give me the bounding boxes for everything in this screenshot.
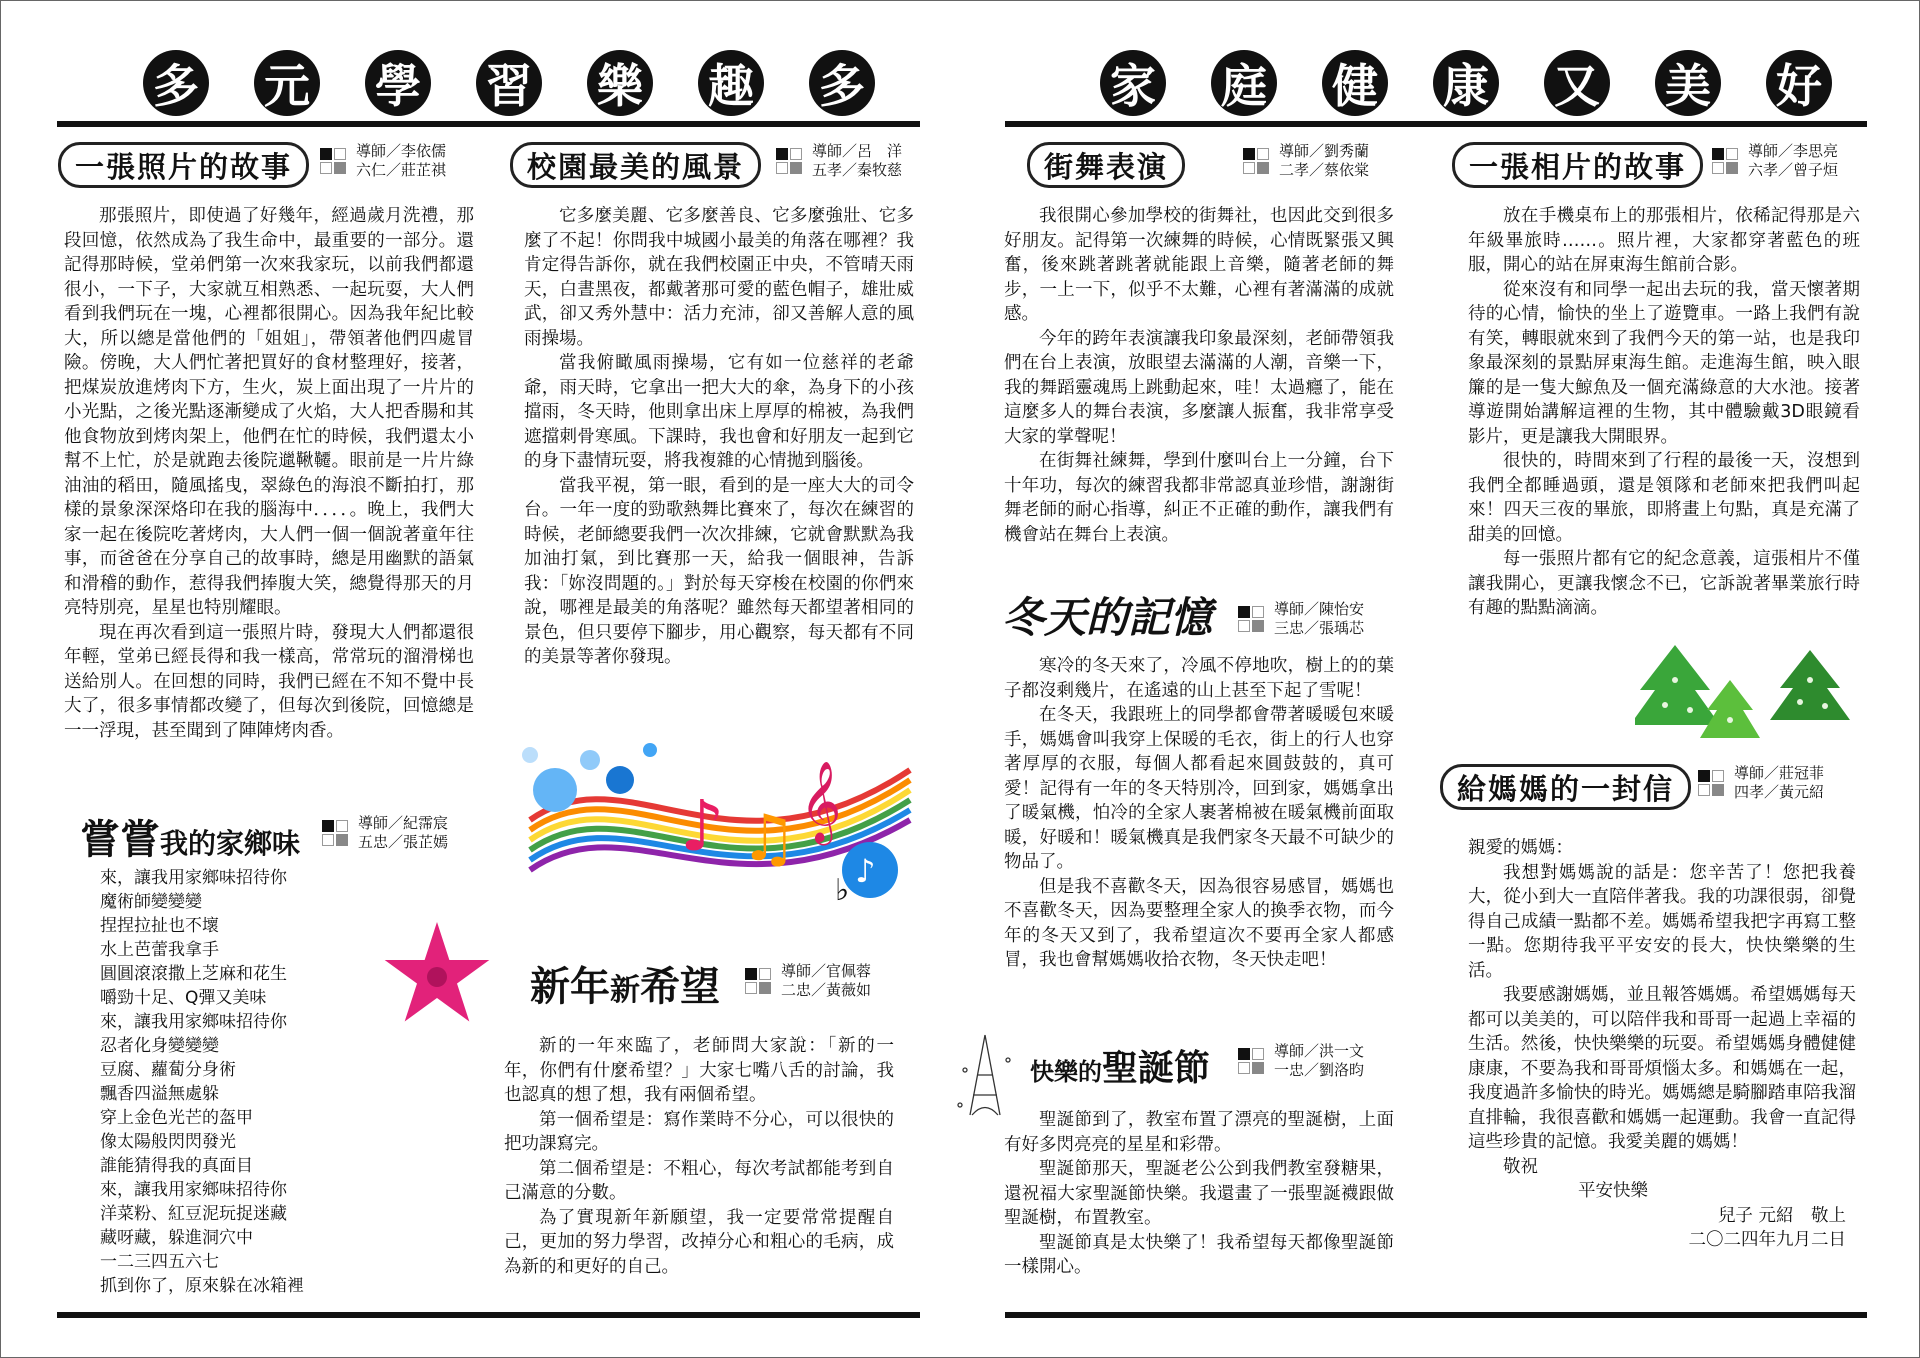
banner-char: 健 <box>1322 50 1388 116</box>
right-banner <box>1100 50 1832 116</box>
teacher-credit: 導師／紀霈宸 <box>358 814 449 832</box>
banner-char: 康 <box>1433 50 1499 116</box>
paragraph: 當我平視，第一眼，看到的是一座大大的司令台。一年一度的勁歌熱舞比賽來了，每次在練習的時候，老師總要我們一次次排練，它就會默默為我加油打氣，到比賽那一天，給我一個眼神，告訴我：「妳沒問題的。」對於每天穿梭在校園的你們來說，哪裡是最美的角落呢？雖然每天都望著相同的景色，但只要停下腳步，用心觀察，每天都有不同的美景等著你發現。 <box>524 475 914 667</box>
poem-line: 捏捏拉扯也不壞 <box>100 916 219 936</box>
letter-blessing: 平安快樂 <box>1578 1181 1648 1201</box>
student-credit: 六孝／曾子烜 <box>1748 161 1839 179</box>
paragraph: 聖誕節那天，聖誕老公公到我們教室發糖果，還祝福大家聖誕節快樂。我還畫了一張聖誕襪跟做聖誕樹，布置教室。 <box>1004 1159 1394 1228</box>
paragraph: 聖誕節真是太快樂了！我希望每天都像聖誕節一樣開心。 <box>1004 1232 1394 1277</box>
campus-body <box>524 204 914 670</box>
banner-char: 好 <box>1766 50 1832 116</box>
winter-body <box>1004 654 1394 973</box>
student-credit: 六仁／莊芷祺 <box>356 161 447 179</box>
grid-icon <box>776 148 802 174</box>
banner-char: 樂 <box>587 50 653 116</box>
christmas-trees-illustration <box>1635 640 1865 750</box>
photo-story-body <box>64 204 474 743</box>
campus-title: 校園最美的風景 <box>510 142 761 188</box>
poem-line: 穿上金色光芒的盔甲 <box>100 1108 253 1128</box>
paragraph: 當我俯瞰風雨操場，它有如一位慈祥的老爺爺，雨天時，它拿出一把大大的傘，為身下的小孩擋雨，冬天時，他則拿出床上厚厚的棉被，為我們遮擋刺骨寒風。下課時，我也會和好朋友一起到它的身下盡情玩耍，將我複雜的心情拋到腦後。 <box>524 353 914 471</box>
paragraph: 我想對媽媽說的話是：您辛苦了！您把我養大，從小到大一直陪伴著我。我的功課很弱，卻覺得自己成績一點都不差。媽媽希望我把字再寫工整一點。您期待我平平安安的長大，快快樂樂的生活。 <box>1468 862 1856 981</box>
paragraph: 放在手機桌布上的那張相片，依稀記得那是六年級畢旅時……。照片裡，大家都穿著藍色的班服，開心的站在屏東海生館前合影。 <box>1468 206 1860 275</box>
poem-line: 嚼勁十足、Q彈又美味 <box>100 988 267 1008</box>
letter-byline <box>1698 764 1824 802</box>
christmas-title-a: 快樂的 <box>1030 1057 1102 1086</box>
poem-line: 豆腐、蘿蔔分身術 <box>100 1060 236 1080</box>
grid-icon <box>745 968 771 994</box>
student-credit: 三忠／張瑀芯 <box>1274 619 1365 637</box>
letter-salutation: 親愛的媽媽： <box>1468 838 1573 858</box>
paragraph: 它多麼美麗、它多麼善良、它多麼強壯、它多麼了不起！你問我中城國小最美的角落在哪裡？我肯定得告訴你，就在我們校園正中央，不管晴天雨天，白晝黑夜，都戴著那可愛的藍色帽子，雄壯威武，卻又秀外慧中：活力充沛，卻又善解人意的風雨操場。 <box>524 206 914 349</box>
poem-line: 來，讓我用家鄉味招待你 <box>100 868 287 888</box>
christmas-body <box>1004 1108 1394 1280</box>
dance-title: 街舞表演 <box>1027 142 1185 188</box>
banner-char: 學 <box>365 50 431 116</box>
christmas-title-b: 聖誕節 <box>1102 1047 1211 1089</box>
christmas-title <box>1030 1040 1210 1091</box>
grid-icon <box>1712 148 1738 174</box>
dance-body <box>1004 204 1394 547</box>
poem-line: 來，讓我用家鄉味招待你 <box>100 1180 287 1200</box>
banner-char: 多 <box>809 50 875 116</box>
photo-story-byline <box>320 142 446 180</box>
photo-story2-title: 一張相片的故事 <box>1452 142 1703 188</box>
hometown-byline <box>322 814 448 852</box>
newyear-byline <box>745 962 871 1000</box>
left-top-rule <box>57 121 920 127</box>
dance-byline <box>1243 142 1369 180</box>
eiffel-tower-sketch <box>950 1030 1020 1120</box>
newyear-title <box>530 955 720 1012</box>
letter-date: 二〇二四年九月二日 <box>1688 1230 1846 1250</box>
newyear-title-big2: 希望 <box>640 963 720 1010</box>
banner-char: 又 <box>1544 50 1610 116</box>
poem-line: 忍者化身變變變 <box>100 1036 219 1056</box>
teacher-credit: 導師／李依儒 <box>356 142 447 160</box>
student-credit: 五孝／秦牧慈 <box>812 161 903 179</box>
grid-icon <box>1238 1048 1264 1074</box>
photo-story-title: 一張照片的故事 <box>58 142 309 188</box>
paragraph: 但是我不喜歡冬天，因為很容易感冒，媽媽也不喜歡冬天，因為要整理全家人的換季衣物，而今年的冬天又到了，我希望這次不要再全家人都感冒，我也會幫媽媽收拾衣物，冬天快走吧！ <box>1004 876 1394 970</box>
christmas-byline <box>1238 1042 1364 1080</box>
pink-flower-illustration <box>378 918 496 1036</box>
paragraph: 在街舞社練舞，學到什麼叫台上一分鐘，台下十年功，每次的練習我都非常認真並珍惜，謝謝街舞老師的耐心指導，糾正不正確的動作，讓我們有機會站在舞台上表演。 <box>1004 451 1394 545</box>
grid-icon <box>1698 770 1724 796</box>
newyear-title-big1: 新年 <box>530 963 610 1010</box>
grid-icon <box>1238 606 1264 632</box>
paragraph: 每一張照片都有它的紀念意義，這張相片不僅讓我開心，更讓我懷念不已，它訴說著畢業旅行時有趣的點點滴滴。 <box>1468 549 1860 618</box>
banner-char: 習 <box>476 50 542 116</box>
student-credit: 四孝／黃元紹 <box>1734 783 1825 801</box>
student-credit: 一忠／劉洛昀 <box>1274 1061 1365 1079</box>
banner-char: 家 <box>1100 50 1166 116</box>
photo-story2-byline <box>1712 142 1838 180</box>
paragraph: 第二個希望是：不粗心，每次考試都能考到自己滿意的分數。 <box>504 1158 894 1203</box>
banner-char: 美 <box>1655 50 1721 116</box>
svg-text:♫: ♫ <box>740 802 798 876</box>
right-top-rule <box>1005 121 1867 127</box>
paragraph: 現在再次看到這一張照片時，發現大人們都還很年輕，堂弟已經長得和我一樣高，常常玩的溜滑梯也送給別人。在回想的同時，我們已經在不知不覺中長大了，很多事情都改變了，但每次到後院，回憶總是一一浮現，甚至聞到了陣陣烤肉香。 <box>64 622 474 741</box>
teacher-credit: 導師／官佩蓉 <box>781 962 872 980</box>
teacher-credit: 導師／呂 洋 <box>812 142 903 160</box>
paragraph: 我很開心參加學校的街舞社，也因此交到很多好朋友。記得第一次練舞的時候，心情既緊張又興奮，後來跳著跳著就能跟上音樂，隨著老師的舞步，一上一下，似乎不太難，心裡有著滿滿的成就感。 <box>1004 206 1394 324</box>
poem-line: 來，讓我用家鄉味招待你 <box>100 1012 287 1032</box>
banner-char: 趣 <box>698 50 764 116</box>
grid-icon <box>320 148 346 174</box>
music-notes-illustration <box>510 730 920 905</box>
poem-line: 誰能猜得我的真面目 <box>100 1156 253 1176</box>
teacher-credit: 導師／莊冠菲 <box>1734 764 1825 782</box>
poem-line: 洋菜粉、紅豆泥玩捉迷藏 <box>100 1204 287 1224</box>
poem-line: 抓到你了，原來躲在冰箱裡 <box>100 1276 304 1296</box>
teacher-credit: 導師／李思亮 <box>1748 142 1839 160</box>
grid-icon <box>1243 148 1269 174</box>
svg-text:♭: ♭ <box>835 873 850 905</box>
student-credit: 五忠／張芷嫣 <box>358 833 449 851</box>
grid-icon <box>322 820 348 846</box>
teacher-credit: 導師／陳怡安 <box>1274 600 1365 618</box>
poem-line: 飄香四溢無處躲 <box>100 1084 219 1104</box>
hometown-title-small: 我的家鄉味 <box>160 827 301 860</box>
student-credit: 二孝／蔡依棠 <box>1279 161 1370 179</box>
campus-byline <box>776 142 902 180</box>
teacher-credit: 導師／洪一文 <box>1274 1042 1365 1060</box>
paragraph: 聖誕節到了，教室布置了漂亮的聖誕樹，上面有好多閃亮亮的星星和彩帶。 <box>1004 1110 1394 1155</box>
paragraph: 第一個希望是：寫作業時不分心，可以很快的把功課寫完。 <box>504 1109 894 1154</box>
hometown-title <box>80 808 300 865</box>
left-bottom-rule <box>57 1312 920 1318</box>
left-banner <box>143 50 920 116</box>
letter-signature: 兒子 元紹 敬上 <box>1717 1205 1846 1226</box>
svg-text:𝄞: 𝄞 <box>800 760 842 842</box>
right-bottom-rule <box>1005 1312 1867 1318</box>
student-credit: 二忠／黃薇如 <box>781 981 872 999</box>
poem-line: 魔術師變變變 <box>100 892 202 912</box>
poem-line: 一二三四五六七 <box>100 1252 219 1272</box>
banner-char: 元 <box>254 50 320 116</box>
poem-line: 藏呀藏，躲進洞穴中 <box>100 1228 253 1248</box>
winter-title: 冬天的記憶 <box>1002 593 1213 642</box>
svg-text:♪: ♪ <box>680 785 725 867</box>
paragraph: 我要感謝媽媽，並且報答媽媽。希望媽媽每天都可以美美的，可以陪伴我和哥哥一起過上幸福的生活。然後，快快樂樂的玩耍。希望媽媽身體健健康康，不要為我和哥哥煩惱太多。和媽媽在一起，我度過許多愉快的時光。媽媽總是騎腳踏車陪我溜直排輪，我很喜歡和媽媽一起運動。我會一直記得這些珍貴的記憶。我愛美麗的媽媽！ <box>1468 985 1856 1152</box>
paragraph: 很快的，時間來到了行程的最後一天，沒想到我們全都睡過頭，還是領隊和老師來把我們叫起來！四天三夜的畢旅，即將畫上句點，真是充滿了甜美的回憶。 <box>1468 451 1860 545</box>
teacher-credit: 導師／劉秀蘭 <box>1279 142 1370 160</box>
poem-line: 圓圓滾滾撒上芝麻和花生 <box>100 964 287 984</box>
paragraph: 為了實現新年新願望，我一定要常常提醒自己，更加的努力學習，改掉分心和粗心的毛病，成為新的和更好的自己。 <box>504 1207 894 1277</box>
paragraph: 寒冷的冬天來了，冷風不停地吹，樹上的的葉子都沒剩幾片，在遙遠的山上甚至下起了雪呢！ <box>1004 656 1394 701</box>
paragraph: 那張照片，即使過了好幾年，經過歲月洗禮，那段回憶，依然成為了我生命中，最重要的一部分。還記得那時候，堂弟們第一次來我家玩，以前我們都還很小，一下子，大家就互相熟悉、一起玩耍，大人們看到我們玩在一塊，心裡都很開心。因為我年紀比較大，所以總是當他們的「姐姐」，帶領著他們四處冒險。傍晚，大人們忙著把買好的食材整理好，接著，把煤炭放進烤肉下方，生火，炭上面出現了一片片的小光點，之後光點逐漸變成了火焰，大人把香腸和其他食物放到烤肉架上，他們在忙的時候，我們還太小幫不上忙，於是就跑去後院邋鞦韆。眼前是一片片綠油油的稻田，隨風搖曳，翠綠色的海浪不斷拍打，那樣的景象深深烙印在我的腦海中．．．．。晚上，我們大家一起在後院吃著烤肉，大人們一個一個說著童年往事，而爸爸在分享自己的故事時，總是用幽默的語氣和滑稽的動作，惹得我們捧腹大笑，總覺得那天的月亮特別亮，星星也特別耀眼。 <box>64 206 474 618</box>
poem-line: 水上芭蕾我拿手 <box>100 940 219 960</box>
letter-body <box>1468 836 1856 1253</box>
photo-story2-body <box>1468 204 1860 621</box>
letter-closing: 敬祝 <box>1503 1156 1538 1177</box>
paragraph: 今年的跨年表演讓我印象最深刻，老師帶領我們在台上表演，放眼望去滿滿的人潮，音樂一下，我的舞蹈靈魂馬上跳動起來，哇！太過癮了，能在這麼多人的舞台表演，多麼讓人振奮，我非常享受大家的掌聲呢！ <box>1004 328 1394 447</box>
poem-line: 像太陽般閃閃發光 <box>100 1132 236 1152</box>
paragraph: 從來沒有和同學一起出去玩的我，當天懷著期待的心情，愉快的坐上了遊覽車。一路上我們有說有笑，轉眼就來到了我們今天的第一站，也是我印象最深刻的景點屏東海生館。走進海生館，映入眼簾的是一隻大鯨魚及一個充滿綠意的大水池。接著導遊開始講解這裡的生物，其中體驗戴3D眼鏡看影片，更是讓我大開眼界。 <box>1468 279 1860 447</box>
paragraph: 新的一年來臨了，老師問大家說：「新的一年，你們有什麼希望？」大家七嘴八舌的討論，我也認真的想了想，我有兩個希望。 <box>504 1036 894 1105</box>
paragraph: 在冬天，我跟班上的同學都會帶著暖暖包來暖手，媽媽會叫我穿上保暖的毛衣，街上的行人也穿著厚厚的衣服，每個人都看起來圓鼓鼓的，真可愛！記得有一年的冬天特別冷，回到家，媽媽拿出了暖氣機，怕冷的全家人裹著棉被在暖氣機前面取暖，好暖和！暖氣機真是我們家冬天最不可缺少的物品了。 <box>1004 705 1394 872</box>
svg-text:♪: ♪ <box>855 852 876 890</box>
newyear-title-small: 新 <box>610 973 640 1008</box>
winter-byline <box>1238 600 1364 638</box>
hometown-title-big: 嘗嘗 <box>80 816 160 863</box>
banner-char: 庭 <box>1211 50 1277 116</box>
newyear-body <box>504 1034 894 1279</box>
banner-char: 多 <box>143 50 209 116</box>
hometown-poem <box>100 866 360 1298</box>
letter-title: 給媽媽的一封信 <box>1440 764 1691 810</box>
